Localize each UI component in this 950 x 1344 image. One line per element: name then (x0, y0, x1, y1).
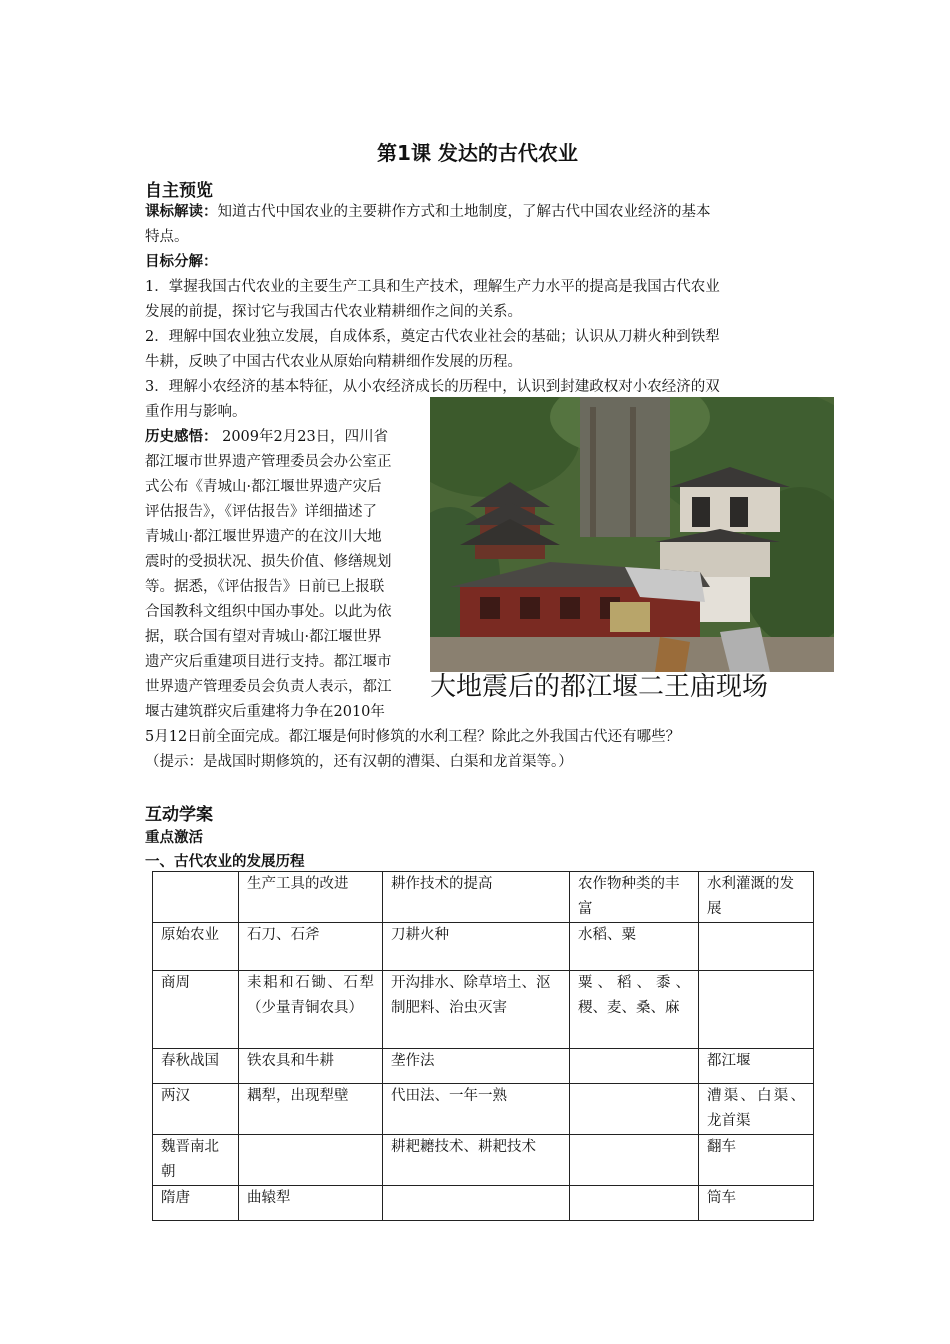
table-cell: 翻车 (699, 1135, 814, 1186)
table-cell: 刀耕火种 (383, 923, 570, 971)
table-row (153, 1049, 814, 1084)
table-cell: 商周 (153, 971, 239, 1049)
table-cell: 隋唐 (153, 1186, 239, 1221)
goal-line: 1．掌握我国古代农业的主要生产工具和生产技术，理解生产力水平的提高是我国古代农业 (145, 279, 720, 295)
table-row (153, 1084, 814, 1135)
history-line: 式公布《青城山·都江堰世界遗产灾后 (145, 479, 382, 495)
table-cell: 粟、稻、黍、稷、麦、桑、麻 (570, 971, 699, 1049)
table-cell (570, 1084, 699, 1135)
table-cell: 两汉 (153, 1084, 239, 1135)
table-header-cell: 水利灌溉的发展 (699, 872, 814, 923)
goal-line: 2．理解中国农业独立发展，自成体系，奠定古代农业社会的基础；认识从刀耕火种到铁犁 (145, 329, 720, 345)
table-cell (383, 1186, 570, 1221)
curriculum-text-2: 特点。 (145, 229, 189, 245)
curriculum-text-1: 知道古代中国农业的主要耕作方式和土地制度，了解古代中国农业经济的基本 (217, 204, 711, 220)
table-header-row (153, 872, 814, 923)
goals-label: 目标分解： (145, 254, 218, 270)
table-cell (239, 1135, 383, 1186)
table-cell: 耒耜和石锄、石犁（少量青铜农具） (239, 971, 383, 1049)
history-line: 震时的受损状况、损失价值、修缮规划 (145, 554, 392, 570)
temple-illustration (430, 397, 834, 672)
focus-subheading: 重点激活 (145, 830, 203, 846)
interactive-heading: 互动学案 (145, 805, 213, 825)
history-line: 5月12日前全面完成。都江堰是何时修筑的水利工程？除此之外我国古代还有哪些？ (145, 729, 681, 745)
history-line: 等。据悉，《评估报告》日前已上报联 (145, 579, 385, 595)
table-cell: 垄作法 (383, 1049, 570, 1084)
table-cell (570, 1186, 699, 1221)
table-cell: 开沟排水、除草培土、沤制肥料、治虫灭害 (383, 971, 570, 1049)
history-line: 评估报告》，《评估报告》详细描述了 (145, 504, 377, 520)
history-line: 青城山·都江堰世界遗产的在汶川大地 (145, 529, 382, 545)
history-line: 堰古建筑群灾后重建将力争在2010年 (145, 704, 385, 720)
goal-line: 牛耕，反映了中国古代农业从原始向精耕细作发展的历程。 (145, 354, 522, 370)
table-cell: 都江堰 (699, 1049, 814, 1084)
table-cell: 原始农业 (153, 923, 239, 971)
table-cell: 曲辕犁 (239, 1186, 383, 1221)
history-line: 合国教科文组织中国办事处。以此为依 (145, 604, 392, 620)
agriculture-history-table (152, 871, 814, 1221)
table-row (153, 1135, 814, 1186)
table-cell: 水稻、粟 (570, 923, 699, 971)
table-cell (570, 1135, 699, 1186)
table-header-cell: 生产工具的改进 (239, 872, 383, 923)
table-header-cell (153, 872, 239, 923)
temple-photo (430, 397, 834, 672)
history-line: 都江堰市世界遗产管理委员会办公室正 (145, 454, 392, 470)
table-cell: 耕耙耱技术、耕耙技术 (383, 1135, 570, 1186)
table-cell (699, 971, 814, 1049)
table-cell: 筒车 (699, 1186, 814, 1221)
photo-caption: 大地震后的都江堰二王庙现场 (430, 672, 769, 702)
history-paragraph (145, 425, 432, 725)
table-cell: 魏晋南北朝 (153, 1135, 239, 1186)
history-line: 世界遗产管理委员会负责人表示，都江 (145, 679, 392, 695)
table-cell: 铁农具和牛耕 (239, 1049, 383, 1084)
preview-heading: 自主预览 (145, 181, 213, 201)
table-header-cell: 农作物种类的丰富 (570, 872, 699, 923)
goal-line: 3．理解小农经济的基本特征，从小农经济成长的历程中，认识到封建政权对小农经济的双 (145, 379, 720, 395)
table-row (153, 923, 814, 971)
table-cell: 代田法、一年一熟 (383, 1084, 570, 1135)
table-header-cell: 耕作技术的提高 (383, 872, 570, 923)
history-line: 遗产灾后重建项目进行支持。都江堰市 (145, 654, 392, 670)
table-cell: 耦犁，出现犁壁 (239, 1084, 383, 1135)
curriculum-label: 课标解读： (145, 204, 218, 220)
history-line: 据，联合国有望对青城山·都江堰世界 (145, 629, 382, 645)
history-hint: （提示：是战国时期修筑的，还有汉朝的漕渠、白渠和龙首渠等。） (145, 754, 573, 770)
table-cell: 石刀、石斧 (239, 923, 383, 971)
goal-line: 发展的前提，探讨它与我国古代农业精耕细作之间的关系。 (145, 304, 522, 320)
history-label: 历史感悟： (145, 429, 218, 445)
page-title: 第1课 发达的古代农业 (377, 141, 578, 165)
table-cell (570, 1049, 699, 1084)
topic-heading: 一、古代农业的发展历程 (145, 854, 305, 870)
curriculum-paragraph (145, 200, 810, 250)
table-row (153, 971, 814, 1049)
history-line: 2009年2月23日，四川省 (217, 429, 389, 445)
table-cell: 春秋战国 (153, 1049, 239, 1084)
table-row (153, 1186, 814, 1221)
table-cell: 漕渠、白渠、龙首渠 (699, 1084, 814, 1135)
history-paragraph-continued (145, 725, 810, 775)
goal-line: 重作用与影响。 (145, 404, 247, 420)
table-cell (699, 923, 814, 971)
